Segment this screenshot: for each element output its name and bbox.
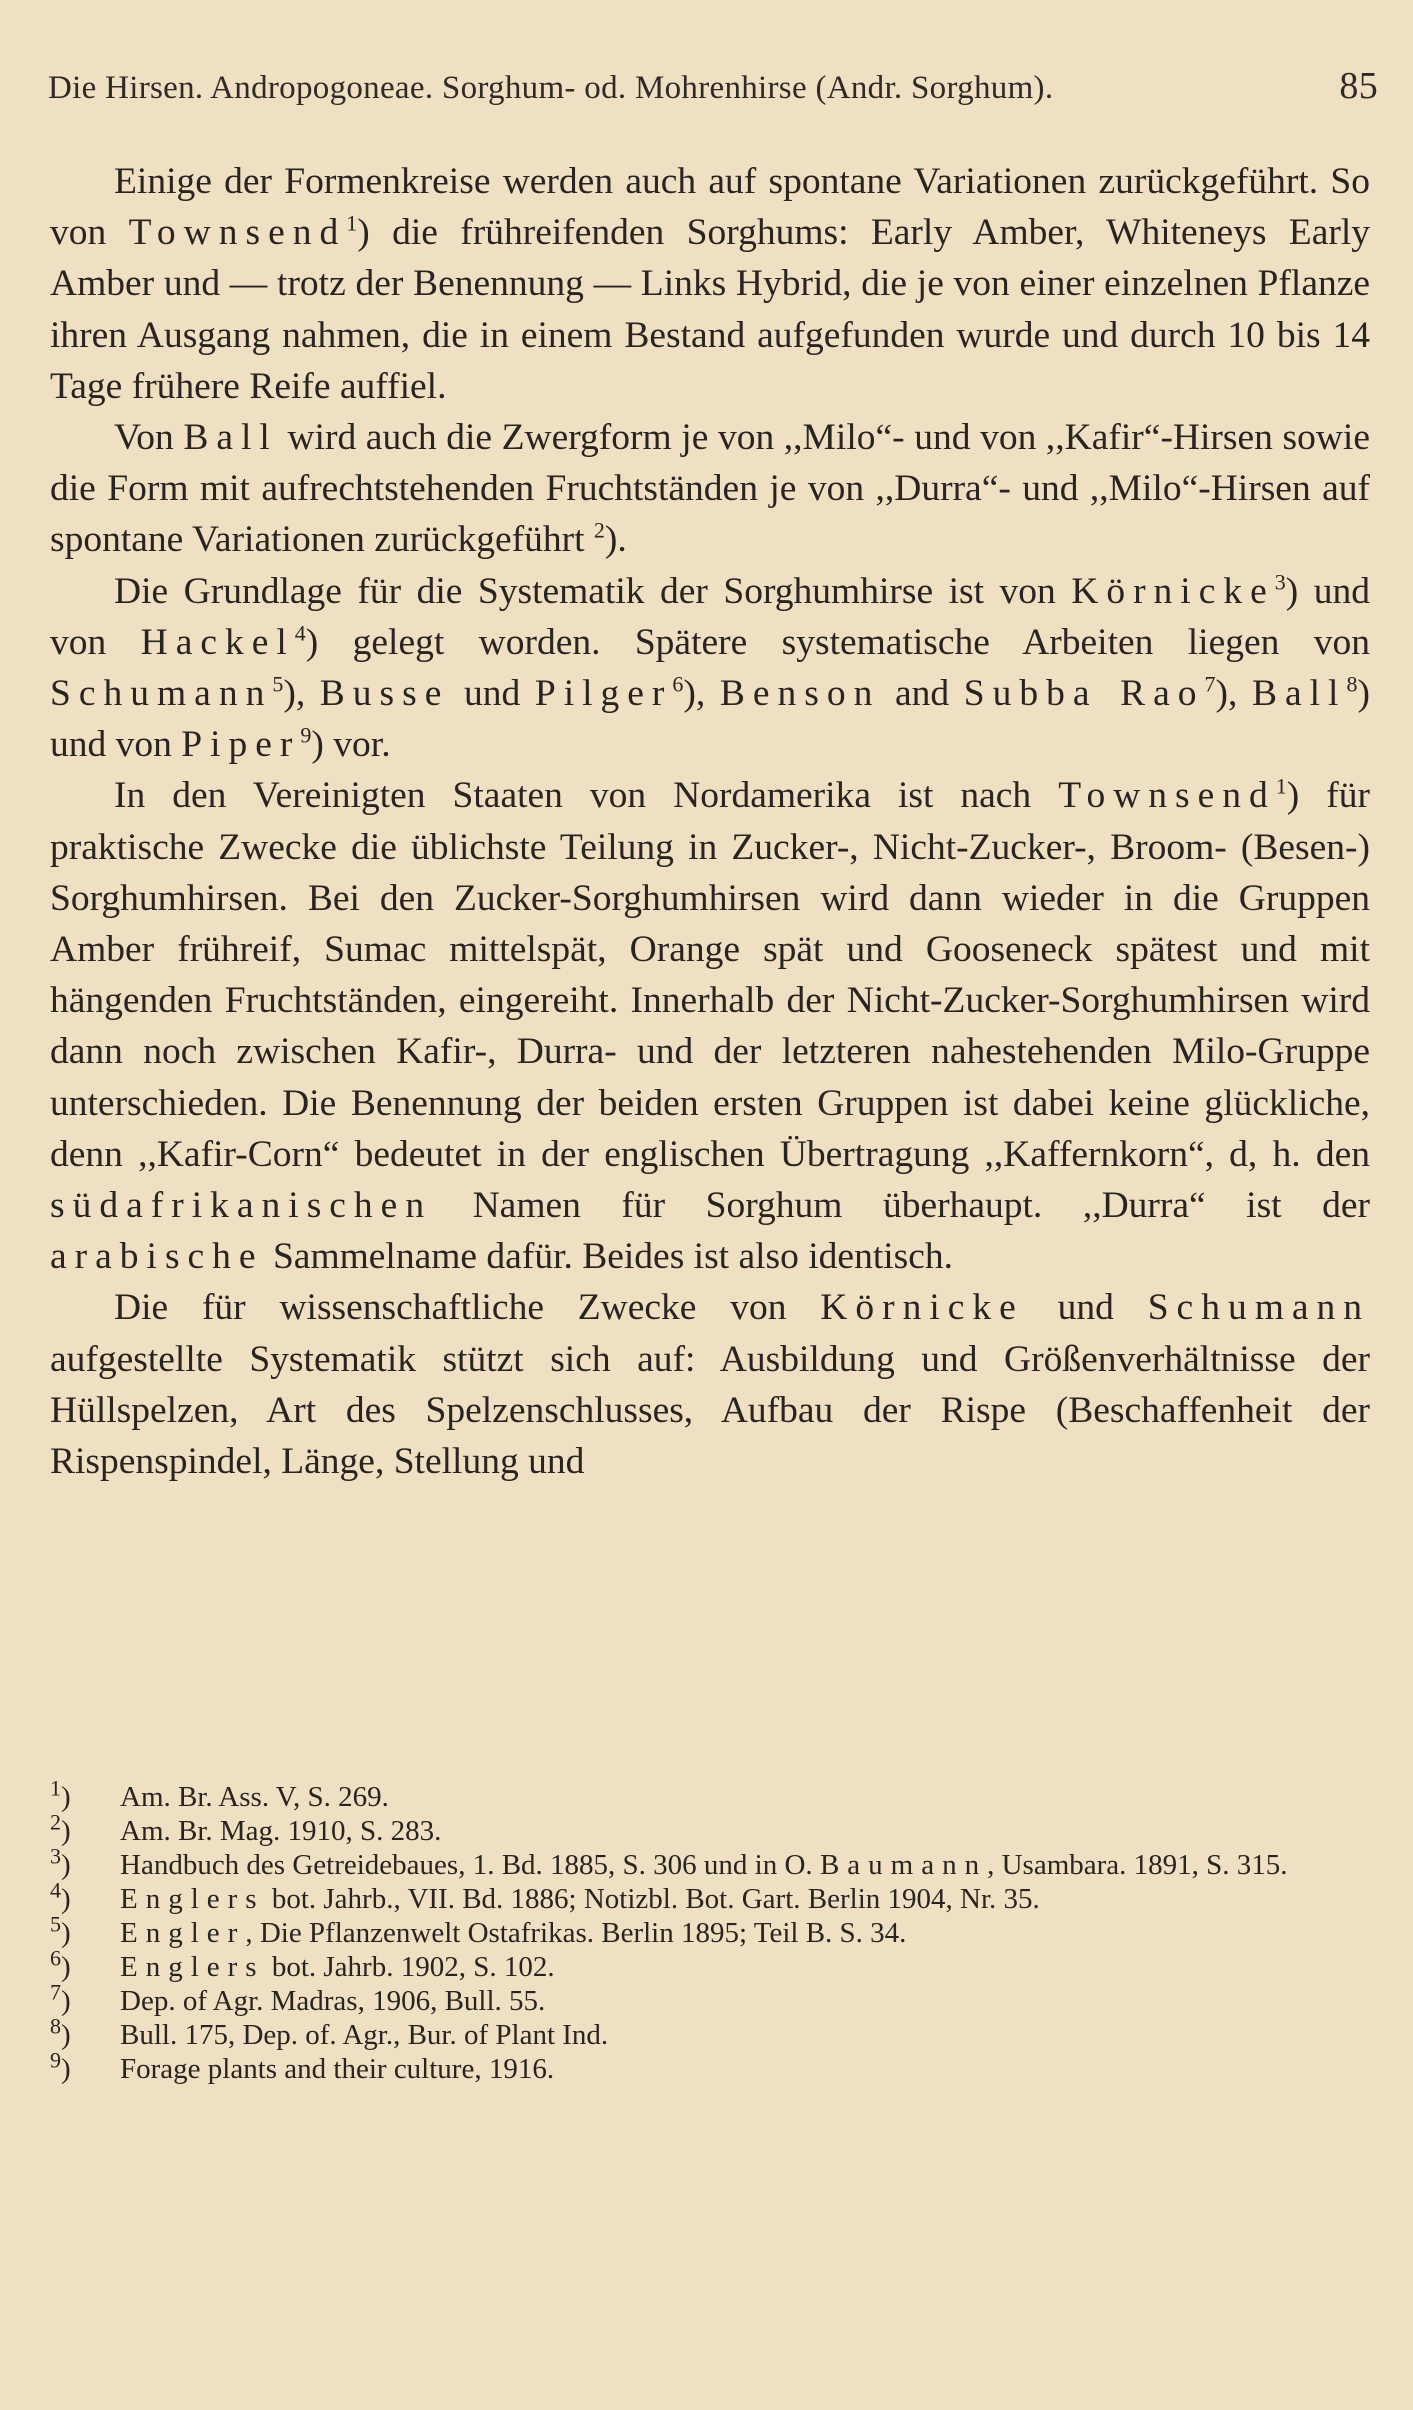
author-name: Pilger bbox=[534, 673, 673, 715]
author-name: Körnicke bbox=[1071, 570, 1275, 612]
footnote-ref: 7 bbox=[1204, 671, 1216, 697]
footnote-ref: 1 bbox=[346, 210, 358, 236]
footnote-ref: 6 bbox=[672, 671, 684, 697]
footnote-ref: 5 bbox=[272, 671, 284, 697]
author-name: Körnicke bbox=[820, 1287, 1024, 1329]
running-title: Die Hirsen. Andropogoneae. Sorghum- od. Mohrenhirse (Andr. Sorghum). bbox=[48, 70, 1054, 106]
footnotes bbox=[50, 1775, 1370, 2086]
footnote-4: $^4$) Englers bot. Jahrb., VII. Bd. 1886; Notizbl. Bot. Gart. Berlin 1904, Nr. 35. bbox=[50, 1877, 1040, 1915]
page-number: 85 bbox=[1339, 65, 1378, 107]
footnote-1: $^1$) Am. Br. Ass. V, S. 269. bbox=[50, 1775, 389, 1813]
footnote-2: $^2$) Am. Br. Mag. 1910, S. 283. bbox=[50, 1809, 442, 1847]
footnote-6: $^6$) Englers bot. Jahrb. 1902, S. 102. bbox=[50, 1945, 555, 1983]
emphasis: arabische bbox=[50, 1236, 264, 1278]
running-header bbox=[48, 64, 1378, 108]
footnote-8: $^8$) Bull. 175, Dep. of. Agr., Bur. of Plant Ind. bbox=[50, 2013, 609, 2051]
author-name: Subba Rao bbox=[963, 673, 1205, 715]
author-name: Ball bbox=[183, 417, 278, 459]
footnote-ref: 4 bbox=[294, 620, 306, 646]
author-name: Townsend bbox=[128, 212, 347, 254]
footnote-ref: 3 bbox=[1274, 569, 1286, 595]
author-name: Schumann bbox=[1147, 1287, 1371, 1329]
author-name: Townsend bbox=[1058, 775, 1276, 817]
footnote-ref: 2 bbox=[593, 517, 605, 543]
author-name: Busse bbox=[319, 673, 450, 715]
paragraph-4: In den Vereinigten Staaten von Nordamerika ist nach Townsend$^1$) für praktische Zwecke die üblichste Teilung in Zucker-, Nicht-Zucker-, Broom- (Besen-) Sorghumhirsen. Bei den Zucker-Sorghumhirsen wird dann wieder in die Gruppen Amber frühreif, Sumac mittelspät, Orange spät und Gooseneck spätest und mit hängenden Fruchtständen, eingereiht. Innerhalb der Nicht-Zucker-Sorghumhirsen wird dann noch zwischen Kafir-, Durra- und der letzteren nahestehenden Milo-Gruppe unterschieden. Die Benennung der beiden ersten Gruppen ist dabei keine glückliche, denn ,,Kafir-Corn“ bedeutet in der englischen Übertragung ,,Kaffernkorn“, d, h. den südafrikanischen Namen für Sorghum überhaupt. ,,Durra“ ist der arabische Sammelname dafür. Beides ist also identisch. bbox=[50, 773, 1371, 1278]
footnote-9: $^9$) Forage plants and their culture, 1916. bbox=[50, 2047, 555, 2085]
paragraph-1: Einige der Formenkreise werden auch auf spontane Variationen zurückgeführt. So von Townsend$^1$) die frühreifenden Sorghums: Early Amber, Whiteneys Early Amber und — trotz der Benennung — Links Hybrid, die je von einer einzelnen Pflanze ihren Ausgang nahmen, die in einem Bestand aufgefunden wurde und durch 10 bis 14 Tage frühere Reife auffiel. bbox=[50, 161, 1371, 407]
paragraph-5: Die für wissenschaftliche Zwecke von Körnicke und Schumann aufgestellte Systematik stützt sich auf: Ausbildung und Größenverhältnisse der Hüllspelzen, Art des Spelzenschlusses, Aufbau der Rispe (Beschaffenheit der Rispenspindel, Länge, Stellung und bbox=[50, 1287, 1371, 1483]
footnote-ref: 9 bbox=[300, 722, 312, 748]
emphasis: südafrikanischen bbox=[50, 1185, 433, 1227]
author-name: Ball bbox=[1251, 673, 1347, 715]
main-text bbox=[50, 156, 1370, 1487]
footnote-7: $^7$) Dep. of Agr. Madras, 1906, Bull. 55. bbox=[50, 1979, 546, 2017]
paragraph-3: Die Grundlage für die Systematik der Sorghumhirse ist von Körnicke$^3$) und von Hackel$^4$) gelegt worden. Spätere systematische Arbeiten liegen von Schumann$^5$), Busse und Pilger$^6$), Benson and Subba Rao$^7$), Ball$^8$) und von Piper$^9$) vor. bbox=[50, 569, 1370, 766]
footnote-ref: 8 bbox=[1346, 671, 1358, 697]
footnote-ref: 1 bbox=[1275, 773, 1287, 799]
author-name: Schumann bbox=[50, 673, 273, 715]
footnote-3: $^3$) Handbuch des Getreidebaues, 1. Bd. 1885, S. 306 und in O. Baumann, Usambara. 1891, S. 315. bbox=[50, 1843, 1288, 1881]
footnote-5: $^5$) Engler, Die Pflanzenwelt Ostafrikas. Berlin 1895; Teil B. S. 34. bbox=[50, 1911, 907, 1949]
author-name: Hackel bbox=[140, 621, 295, 663]
paragraph-2: Von Ball wird auch die Zwergform je von ,,Milo“- und von ,,Kafir“-Hirsen sowie die Form mit aufrechtstehenden Fruchtständen je von ,,Durra“- und ,,Milo“-Hirsen auf spontane Variationen zurückgeführt $^2$). bbox=[50, 417, 1370, 561]
author-name: Piper bbox=[181, 724, 301, 766]
author-name: Benson bbox=[719, 673, 881, 715]
